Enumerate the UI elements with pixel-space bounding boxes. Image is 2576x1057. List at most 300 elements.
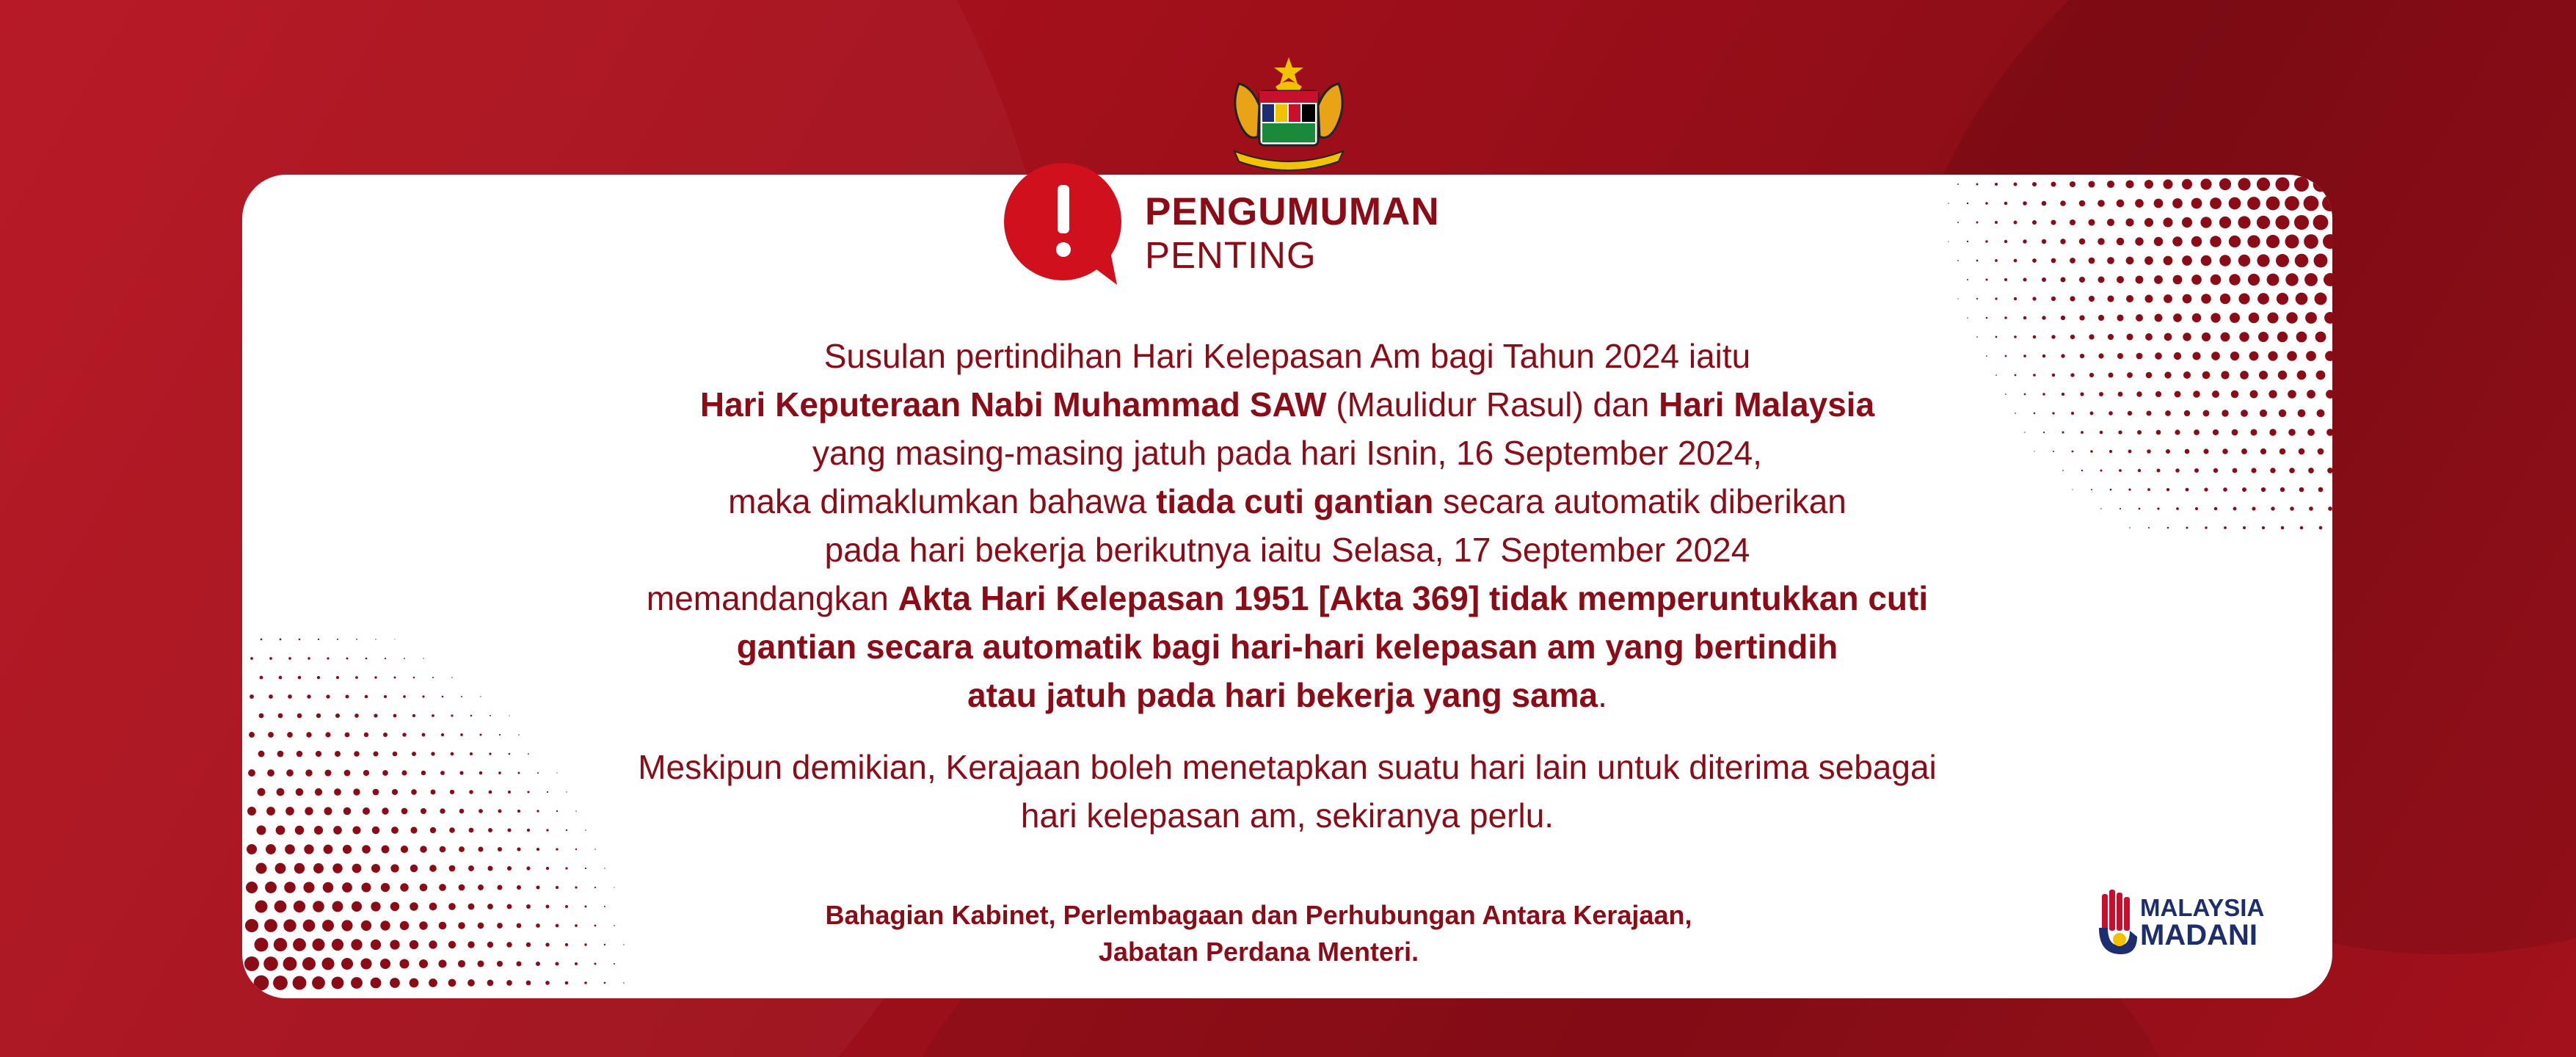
halftone-dot (322, 920, 334, 931)
jata-negara-icon (1217, 54, 1361, 172)
halftone-dot (371, 940, 381, 950)
halftone-dot (332, 939, 343, 951)
bold-text: gantian secara automatik bagi hari-hari kelepasan am yang bertindih (736, 628, 1838, 666)
halftone-dot (2211, 275, 2222, 286)
halftone-dot (402, 733, 406, 736)
halftone-dot (342, 882, 352, 893)
text: . (1598, 676, 1607, 714)
halftone-dot (2267, 274, 2280, 286)
halftone-dot (487, 942, 493, 948)
halftone-dot (283, 957, 297, 971)
halftone-dot (2275, 177, 2289, 191)
halftone-dot (306, 732, 311, 737)
halftone-dot (2192, 313, 2202, 323)
halftone-dot (584, 981, 587, 984)
halftone-dot (2295, 254, 2309, 268)
halftone-dot (526, 981, 531, 986)
text: maka dimaklumkan bahawa (728, 482, 1157, 520)
text-line (242, 622, 2332, 671)
halftone-dot (410, 865, 418, 872)
halftone-dot (2182, 217, 2192, 228)
halftone-dot (2079, 239, 2085, 244)
halftone-dot (517, 847, 520, 851)
halftone-dot (2277, 293, 2288, 305)
halftone-dot (460, 733, 463, 736)
halftone-dot (2107, 219, 2114, 226)
halftone-dot (448, 903, 456, 910)
halftone-dot (2060, 277, 2065, 282)
halftone-dot (351, 977, 363, 989)
halftone-dot (2305, 312, 2317, 324)
halftone-dot (439, 884, 446, 891)
halftone-dot (2173, 275, 2183, 285)
halftone-dot (361, 882, 371, 892)
halftone-dot (2324, 273, 2332, 286)
halftone-dot (518, 734, 520, 735)
halftone-dot (2322, 195, 2332, 211)
halftone-dot (623, 982, 625, 984)
halftone-dot (2313, 215, 2329, 230)
halftone-dot (2257, 216, 2270, 229)
halftone-dot (536, 962, 540, 966)
halftone-dot (2200, 178, 2211, 189)
halftone-dot (313, 939, 325, 951)
halftone-dot (2163, 217, 2172, 227)
halftone-dot (594, 887, 596, 888)
halftone-dot (2324, 312, 2332, 324)
halftone-dot (2267, 312, 2278, 323)
halftone-dot (256, 863, 267, 874)
halftone-dot (2144, 180, 2153, 189)
halftone-dot (556, 848, 558, 850)
halftone-dot (2135, 237, 2143, 245)
halftone-dot (254, 976, 269, 991)
halftone-dot (575, 924, 578, 927)
halftone-dot (1976, 298, 1978, 299)
halftone-dot (526, 942, 531, 947)
exclamation-bubble-icon (1000, 160, 1132, 292)
halftone-dot (1967, 241, 1968, 242)
halftone-dot (1995, 297, 1997, 299)
halftone-dot (313, 863, 324, 873)
halftone-dot (2070, 296, 2075, 301)
halftone-dot (390, 978, 400, 988)
halftone-dot (2172, 198, 2183, 208)
halftone-dot (275, 863, 286, 874)
halftone-dot (2051, 258, 2056, 264)
text: memandangkan (646, 579, 898, 617)
halftone-dot (545, 942, 549, 946)
halftone-dot (448, 941, 456, 948)
halftone-dot (2248, 274, 2260, 286)
halftone-dot (1976, 184, 1979, 186)
halftone-dot (361, 920, 371, 931)
halftone-dot (2061, 316, 2065, 320)
halftone-dot (487, 865, 492, 871)
halftone-dot (604, 982, 606, 984)
halftone-dot (2200, 217, 2211, 228)
halftone-dot (468, 865, 474, 871)
halftone-dot (458, 960, 465, 967)
halftone-dot (1985, 240, 1987, 242)
text: (Maulidur Rasul) dan (1326, 385, 1659, 424)
halftone-dot (313, 901, 324, 912)
halftone-dot (400, 883, 408, 891)
halftone-dot (2154, 275, 2163, 284)
halftone-dot (2304, 273, 2318, 286)
halftone-dot (2145, 295, 2153, 303)
text-line (242, 671, 2332, 719)
halftone-dot (360, 958, 371, 969)
halftone-dot (273, 976, 288, 990)
text-line (242, 526, 2332, 574)
halftone-dot (2135, 199, 2144, 208)
halftone-dot (459, 885, 465, 891)
halftone-dot (2315, 293, 2327, 305)
halftone-dot (429, 978, 437, 987)
halftone-dot (623, 944, 624, 945)
halftone-dot (545, 981, 550, 985)
halftone-dot (2266, 235, 2280, 248)
halftone-dot (2032, 297, 2036, 300)
issuer-signature (638, 897, 1879, 970)
halftone-dot (332, 863, 342, 873)
halftone-dot (487, 980, 494, 987)
halftone-dot (1986, 317, 1988, 319)
halftone-dot (2117, 276, 2124, 283)
halftone-dot (440, 846, 446, 853)
halftone-dot (1995, 183, 1998, 186)
halftone-dot (2155, 314, 2163, 322)
halftone-dot (1976, 222, 1979, 224)
halftone-dot (246, 882, 258, 893)
halftone-dot (565, 981, 569, 985)
halftone-dot (2294, 177, 2309, 192)
halftone-dot (1985, 202, 1988, 205)
halftone-dot (467, 979, 475, 987)
halftone-dot (575, 849, 577, 850)
halftone-dot (2098, 315, 2104, 321)
text: yang masing-masing jatuh pada hari Isnin, 16 September 2024, (812, 434, 1762, 472)
text: secara automatik diberikan (1433, 482, 1847, 520)
halftone-dot (604, 906, 605, 907)
halftone-dot (2117, 238, 2124, 245)
halftone-dot (1995, 259, 1998, 262)
halftone-dot (341, 958, 353, 970)
halftone-dot (263, 956, 278, 971)
halftone-dot (245, 919, 258, 932)
halftone-dot (517, 885, 521, 890)
halftone-dot (351, 939, 362, 950)
halftone-dot (2023, 201, 2027, 206)
halftone-dot (400, 921, 409, 930)
halftone-dot (2296, 293, 2308, 305)
halftone-dot (2313, 177, 2329, 192)
halftone-dot (477, 960, 484, 967)
halftone-dot (2014, 297, 2017, 300)
text: Susulan pertindihan Hari Kelepasan Am bagi Tahun 2024 iaitu (823, 337, 1751, 375)
halftone-dot (2070, 219, 2075, 225)
halftone-dot (2238, 293, 2249, 304)
halftone-dot (506, 942, 512, 947)
text-line (242, 477, 2332, 526)
halftone-dot (2004, 278, 2007, 281)
halftone-dot (2051, 297, 2056, 301)
halftone-dot (2163, 179, 2172, 189)
halftone-dot (467, 941, 474, 948)
halftone-dot (2219, 255, 2231, 266)
halftone-dot (594, 962, 596, 965)
text-line (242, 574, 2332, 622)
announcement-paragraph-2 (242, 743, 2332, 840)
halftone-dot (255, 901, 268, 913)
halftone-dot (2210, 236, 2221, 247)
halftone-dot (614, 925, 615, 926)
halftone-dot (410, 902, 418, 911)
announcement-subtitle: PENTING (1145, 234, 1317, 276)
malaysia-madani-logo-icon (2097, 887, 2288, 960)
halftone-dot (284, 882, 296, 893)
halftone-dot (283, 919, 296, 931)
madani-emblem-icon (2097, 888, 2139, 956)
halftone-dot (2060, 239, 2065, 244)
halftone-dot (604, 944, 605, 945)
halftone-dot (536, 885, 539, 889)
halftone-dot (2089, 296, 2095, 302)
halftone-dot (2070, 258, 2075, 264)
text-line: hari kelepasan am, sekiranya perlu. (1020, 796, 1554, 835)
halftone-dot (382, 846, 390, 854)
halftone-dot (249, 732, 255, 738)
halftone-dot (293, 976, 307, 990)
halftone-dot (2323, 234, 2332, 249)
halftone-dot (2314, 254, 2328, 268)
halftone-dot (381, 883, 390, 892)
halftone-dot (1995, 221, 1998, 224)
halftone-dot (2229, 274, 2240, 285)
logo-text-madani: MADANI (2140, 919, 2257, 951)
halftone-dot (266, 844, 276, 854)
halftone-dot (2257, 178, 2270, 191)
halftone-dot (371, 978, 382, 989)
halftone-dot (2004, 240, 2007, 243)
halftone-dot (2275, 215, 2289, 229)
halftone-dot (1967, 279, 1968, 280)
halftone-dot (2107, 181, 2114, 188)
text-line (242, 380, 2332, 429)
halftone-dot (468, 904, 475, 910)
halftone-dot (1957, 184, 1959, 185)
halftone-dot (2285, 196, 2299, 211)
halftone-dot (304, 844, 313, 854)
halftone-dot (478, 885, 484, 890)
halftone-dot (287, 732, 293, 738)
halftone-dot (2154, 199, 2164, 208)
halftone-dot (536, 923, 540, 928)
halftone-dot (2014, 221, 2017, 225)
halftone-dot (2079, 315, 2084, 320)
halftone-dot (303, 882, 314, 893)
halftone-dot (390, 902, 399, 911)
halftone-dot (2079, 277, 2085, 283)
halftone-dot (536, 848, 539, 851)
halftone-dot (2173, 313, 2182, 322)
halftone-dot (585, 906, 587, 908)
halftone-dot (247, 844, 257, 854)
halftone-dot (438, 959, 446, 967)
halftone-dot (2088, 219, 2095, 225)
halftone-dot (506, 980, 512, 986)
halftone-dot (2304, 234, 2318, 249)
halftone-dot (516, 961, 521, 966)
halftone-dot (343, 845, 352, 854)
issuer-department: Bahagian Kabinet, Perlembagaan dan Perhubungan Antara Kerajaan, (825, 900, 1692, 930)
halftone-dot (2219, 178, 2231, 190)
halftone-dot (2144, 218, 2153, 227)
halftone-dot (449, 865, 456, 872)
halftone-dot (2154, 237, 2163, 246)
halftone-dot (2023, 277, 2026, 281)
halftone-dot (507, 904, 512, 909)
halftone-dot (479, 847, 484, 852)
halftone-dot (2014, 259, 2017, 263)
halftone-dot (556, 886, 559, 889)
halftone-dot (1957, 260, 1959, 261)
halftone-dot (302, 957, 316, 970)
halftone-dot (2191, 275, 2202, 285)
halftone-dot (2117, 314, 2123, 321)
halftone-dot (2079, 200, 2086, 207)
halftone-dot (399, 959, 409, 968)
halftone-dot (2183, 294, 2192, 304)
halftone-dot (498, 885, 503, 890)
halftone-dot (2238, 255, 2250, 266)
halftone-dot (2042, 316, 2045, 319)
halftone-dot (364, 733, 368, 737)
halftone-dot (2285, 273, 2298, 286)
halftone-dot (2014, 183, 2017, 186)
halftone-dot (1957, 298, 1958, 299)
halftone-dot (2201, 294, 2211, 304)
halftone-dot (332, 901, 343, 912)
halftone-dot (2023, 239, 2026, 243)
halftone-dot (2107, 295, 2114, 302)
halftone-dot (312, 976, 325, 989)
halftone-dot (1976, 260, 1979, 262)
text-line (242, 429, 2332, 477)
halftone-dot (274, 938, 287, 951)
halftone-dot (517, 923, 522, 929)
halftone-dot (2229, 236, 2241, 247)
bold-text: atau jatuh pada hari bekerja yang sama (967, 676, 1598, 714)
halftone-dot (2004, 316, 2006, 319)
halftone-dot (362, 845, 371, 854)
halftone-dot (324, 845, 333, 854)
halftone-dot (2210, 197, 2222, 209)
halftone-dot (321, 957, 334, 970)
halftone-dot (497, 961, 503, 967)
halftone-dot (441, 733, 444, 736)
halftone-dot (2126, 257, 2134, 265)
halftone-dot (585, 868, 586, 869)
halftone-dot (526, 904, 531, 909)
halftone-dot (2117, 200, 2125, 208)
halftone-dot (2107, 257, 2114, 264)
text-line (242, 332, 2332, 380)
halftone-dot (2220, 294, 2230, 304)
halftone-dot (1967, 317, 1968, 319)
halftone-dot (429, 903, 437, 911)
halftone-dot (2182, 179, 2192, 189)
halftone-dot (323, 882, 334, 893)
halftone-dot (594, 925, 597, 927)
halftone-dot (2042, 201, 2047, 206)
bold-text: tiada cuti gantian (1156, 482, 1434, 520)
halftone-dot (293, 938, 306, 951)
halftone-dot (2042, 239, 2046, 244)
halftone-dot (2201, 255, 2212, 266)
halftone-dot (2089, 258, 2095, 264)
halftone-dot (380, 959, 390, 969)
halftone-dot (2247, 197, 2260, 210)
halftone-dot (555, 962, 559, 965)
halftone-dot (2211, 313, 2220, 322)
halftone-dot (264, 919, 277, 932)
halftone-dot (575, 886, 577, 888)
halftone-dot (2136, 276, 2144, 284)
halftone-dot (2191, 198, 2202, 209)
halftone-dot (420, 884, 428, 892)
halftone-dot (2257, 293, 2269, 305)
halftone-dot (2285, 234, 2299, 248)
halftone-dot (383, 733, 388, 737)
halftone-dot (2088, 181, 2095, 187)
halftone-dot (546, 867, 549, 870)
halftone-dot (2097, 200, 2105, 207)
halftone-dot (2191, 236, 2202, 247)
halftone-dot (420, 846, 426, 852)
halftone-dot (565, 867, 567, 869)
halftone-dot (2136, 314, 2143, 322)
halftone-dot (345, 733, 350, 738)
halftone-dot (2097, 238, 2104, 244)
halftone-dot (499, 734, 501, 735)
halftone-dot (371, 864, 380, 873)
bold-text: Hari Keputeraan Nabi Muhammad SAW (699, 385, 1327, 424)
halftone-dot (2051, 181, 2056, 186)
halftone-dot (325, 732, 330, 737)
halftone-dot (285, 844, 295, 854)
halftone-dot (303, 920, 316, 932)
halftone-dot (341, 920, 352, 931)
halftone-dot (497, 923, 503, 929)
halftone-dot (2004, 202, 2008, 206)
halftone-dot (2125, 180, 2133, 188)
halftone-dot (2164, 256, 2173, 266)
bold-text: Akta Hari Kelepasan 1951 [Akta 369] tidak memperuntukkan cuti (898, 579, 1929, 617)
halftone-dot (2286, 312, 2298, 324)
halftone-dot (2164, 294, 2172, 303)
halftone-dot (498, 847, 502, 851)
issuer-ministry: Jabatan Perdana Menteri. (1098, 937, 1419, 967)
halftone-dot (575, 962, 578, 965)
halftone-dot (352, 864, 362, 873)
announcement-title: PENGUMUMAN (1145, 190, 1440, 233)
halftone-dot (2266, 197, 2280, 211)
halftone-dot (565, 905, 568, 908)
halftone-dot (332, 977, 344, 989)
halftone-dot (439, 922, 447, 930)
